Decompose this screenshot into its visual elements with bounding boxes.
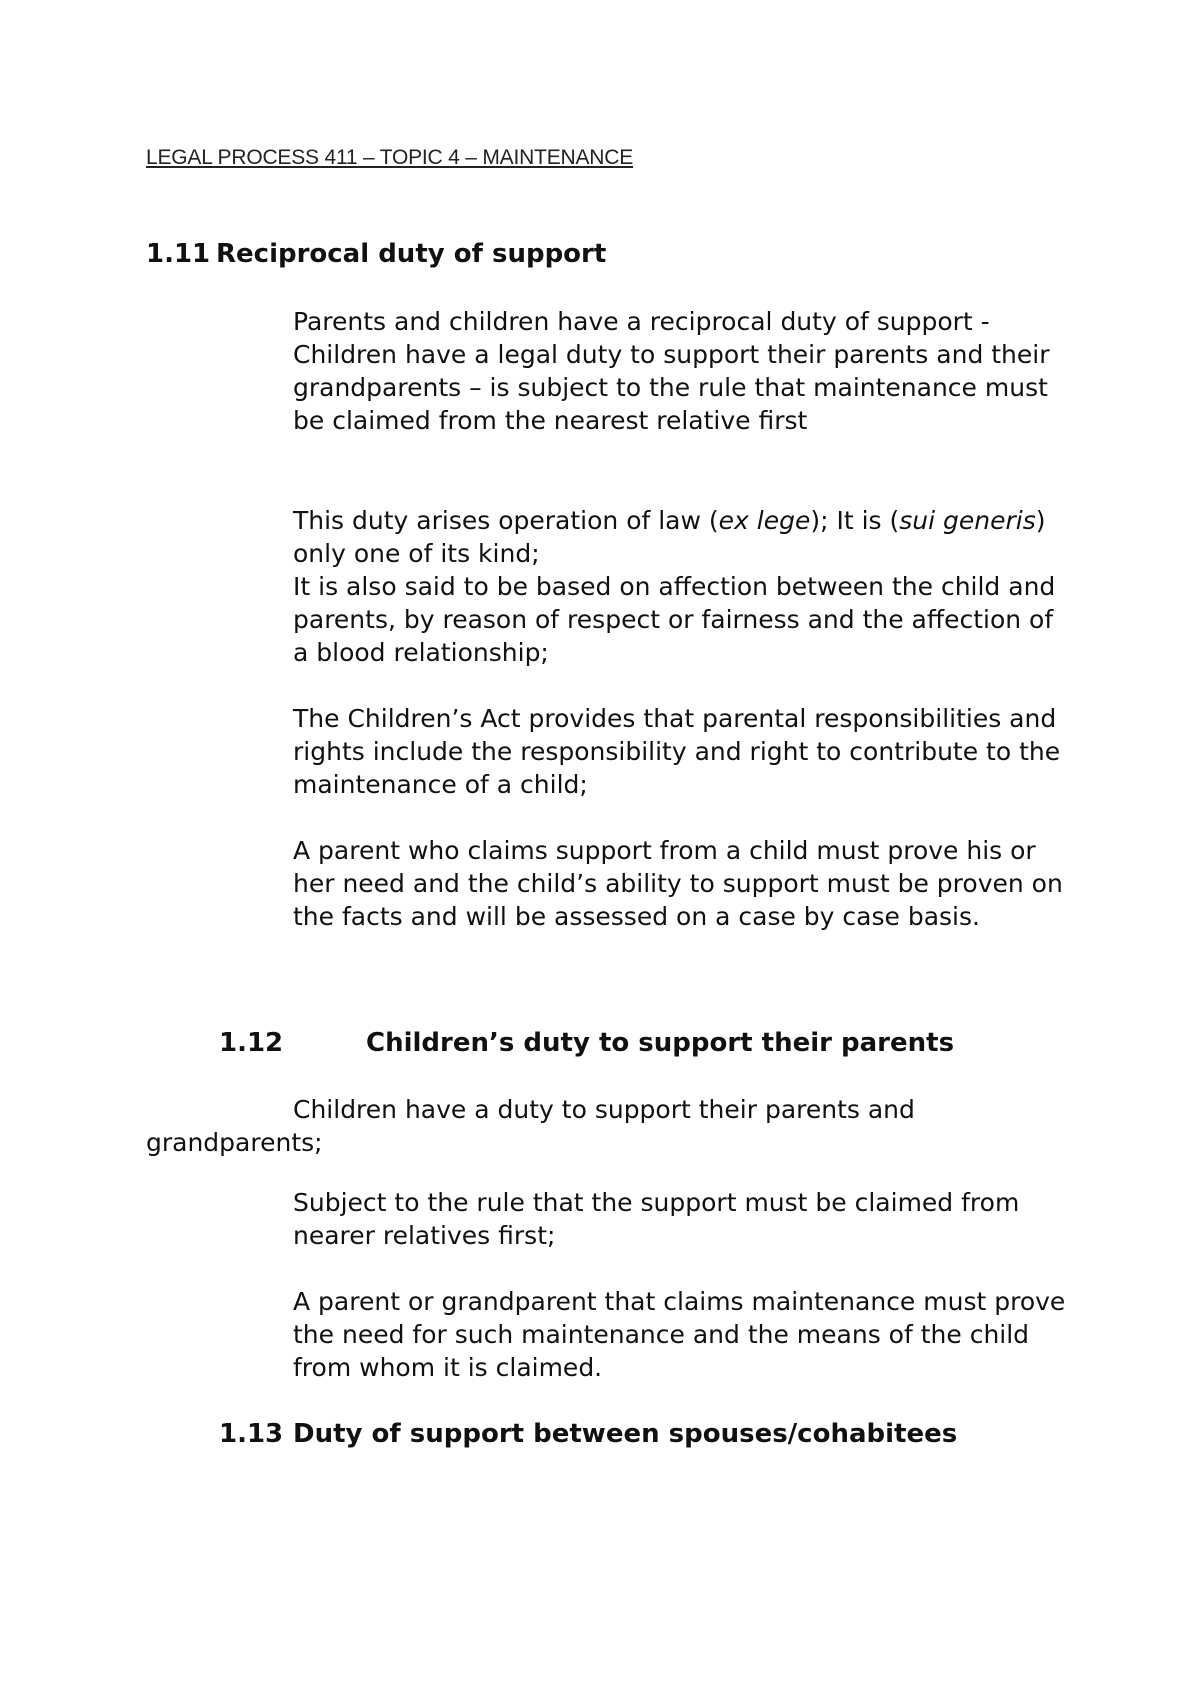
paragraph: A parent who claims support from a child must prove his or her need and the child’s ability to support must be proven on the facts and will be assessed on a case by case basis. bbox=[293, 836, 1063, 931]
paragraph: The Children’s Act provides that parental responsibilities and rights include the responsibility and right to contribute to the maintenance of a child; bbox=[293, 704, 1061, 799]
text-run: ) only one of its kind; bbox=[293, 506, 1046, 568]
section-heading-1-11 bbox=[146, 238, 606, 270]
text-run: This duty arises operation of law ( bbox=[293, 506, 719, 535]
document-header: LEGAL PROCESS 411 – TOPIC 4 – MAINTENANCE bbox=[146, 146, 634, 169]
paragraph: Subject to the rule that the support must be claimed from nearer relatives first; bbox=[293, 1188, 1020, 1250]
latin-term: ex lege bbox=[718, 506, 811, 535]
section-title: Children’s duty to support their parents bbox=[366, 1028, 955, 1058]
paragraph: It is also said to be based on affection between the child and parents, by reason of respect or fairness and the affection of a blood relationship; bbox=[293, 572, 1056, 667]
section-number: 1.11 bbox=[146, 239, 211, 269]
section-heading-1-12 bbox=[219, 1027, 954, 1059]
latin-term: sui generis bbox=[899, 506, 1036, 535]
paragraph: A parent or grandparent that claims maintenance must prove the need for such maintenance and the means of the child from whom it is claimed. bbox=[293, 1287, 1066, 1382]
section-heading-1-13 bbox=[219, 1418, 957, 1450]
paragraph: Parents and children have a reciprocal duty of support - Children have a legal duty to support their parents and their grandparents – is subject to the rule that maintenance must be claimed from the nearest relative first bbox=[293, 307, 1050, 435]
paragraph: Children have a duty to support their parents and grandparents; bbox=[146, 1095, 915, 1157]
section-number: 1.12 bbox=[219, 1028, 284, 1058]
text-run: ); It is ( bbox=[810, 506, 900, 535]
paragraph bbox=[293, 504, 1073, 570]
section-number: 1.13 bbox=[219, 1419, 284, 1449]
section-title: Duty of support between spouses/cohabitees bbox=[293, 1419, 958, 1449]
section-title: Reciprocal duty of support bbox=[216, 239, 607, 269]
